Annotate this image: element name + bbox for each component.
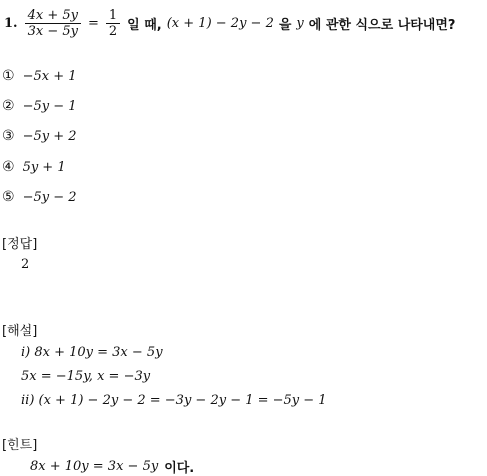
choice-5[interactable] [2, 189, 77, 205]
fraction-left-numerator: 4x + 5y [25, 8, 81, 24]
choice-1[interactable] [2, 68, 77, 84]
hint-expression: 8x + 10y = 3x − 5y [30, 459, 159, 474]
choice-marker: ② [2, 98, 15, 114]
choice-marker: ③ [2, 128, 15, 144]
question-number: 1. [4, 16, 18, 31]
choice-2[interactable] [2, 98, 77, 114]
fraction-right-numerator: 1 [106, 8, 120, 24]
choice-text: −5y + 2 [22, 128, 77, 144]
choice-3[interactable] [2, 128, 77, 144]
question-text-when: 일 때, [127, 18, 162, 33]
question-fraction-left [25, 8, 81, 39]
question-expression: (x + 1) − 2y − 2 [166, 16, 274, 31]
solution-label: [해설] [2, 324, 38, 339]
answer-value: 2 [21, 257, 30, 272]
choice-marker: ④ [2, 159, 15, 175]
question-text-tail: 에 관한 식으로 나타내면? [308, 18, 456, 33]
question-line [4, 8, 455, 39]
solution-line-1: i) 8x + 10y = 3x − 5y [21, 345, 163, 360]
choice-4[interactable] [2, 159, 66, 175]
solution-line-2: 5x = −15y, x = −3y [21, 369, 151, 384]
question-variable: y [296, 16, 304, 31]
choice-text: −5y − 1 [22, 98, 77, 114]
choice-text: −5x + 1 [22, 68, 77, 84]
fraction-right-denominator: 2 [108, 24, 118, 39]
equals-sign: = [87, 16, 99, 31]
solution-line-3: ii) (x + 1) − 2y − 2 = −3y − 2y − 1 = −5y − 1 [21, 393, 327, 408]
choice-text: −5y − 2 [22, 189, 77, 205]
choice-marker: ① [2, 68, 15, 84]
choice-text: 5y + 1 [22, 159, 66, 175]
hint-line [30, 457, 194, 476]
question-fraction-right [106, 8, 120, 39]
question-text-about: 을 [278, 18, 292, 33]
hint-label: [힌트] [2, 438, 38, 453]
hint-tail: 이다. [164, 461, 195, 476]
choice-marker: ⑤ [2, 189, 15, 205]
answer-label: [정답] [2, 237, 38, 252]
fraction-left-denominator: 3x − 5y [27, 24, 78, 39]
